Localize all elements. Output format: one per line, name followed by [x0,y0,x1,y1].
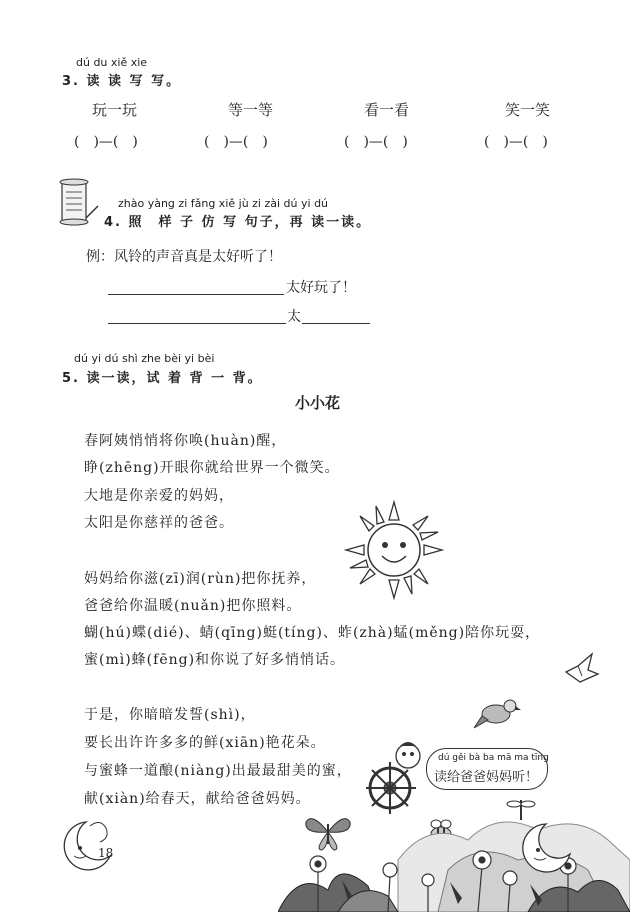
poem-line: 爸爸给你温暖(nuǎn)把你照料。 [84,598,302,614]
q4-line2-blank-a[interactable] [108,322,286,324]
bird-icon [562,652,602,688]
q4-line1-suffix: 太好玩了！ [286,280,356,296]
page-number-badge-icon [60,818,124,874]
poem-line: 春阿姨悄悄将你唤(huàn)醒， [84,433,287,449]
poem-line: 献(xiàn)给春天，献给爸爸妈妈。 [84,791,311,807]
poem-line: 蜜(mì)蜂(fēng)和你说了好多悄悄话。 [84,652,346,668]
poem-line: 大地是你亲爱的妈妈， [84,488,234,504]
q4-example: 例：风铃的声音真是太好听了！ [86,249,282,265]
flower-garden-illustration [278,800,630,912]
q3-blank-4[interactable]: ( )—( ) [484,134,548,150]
page-number: 18 [98,846,114,860]
q4-line2-mid: 太 [287,309,301,325]
q4-line1-blank[interactable] [108,293,284,295]
q3-label: 3. 读 读 写 写。 [62,74,182,89]
poem-line: 睁(zhēng)开眼你就给世界一个微笑。 [84,460,340,476]
poem-line: 蝴(hú)蝶(dié)、蜻(qīng)蜓(tíng)、蚱(zhà)蜢(měng)陪你玩耍， [84,625,541,641]
poem-line: 妈妈给你滋(zī)润(rùn)把你抚养， [84,571,317,587]
q3-blank-3[interactable]: ( )—( ) [344,134,408,150]
q3-word-1: 玩一玩 [92,101,138,119]
poem-title: 小小花 [295,394,341,412]
q4-label: 4. 照 样 子 仿 写 句子，再 读一读。 [104,215,372,230]
bubble-text: 读给爸爸妈妈听！ [434,770,539,785]
moon-character-icon [516,820,576,876]
q3-pinyin: dú du xiě xie [76,56,148,69]
q3-word-3: 看一看 [364,101,410,119]
q5-pinyin: dú yi dú shì zhe bèi yi bèi [74,352,215,365]
poem-line: 与蜜蜂一道酿(niàng)出最最甜美的蜜， [84,763,352,779]
bubble-pinyin: dú gěi bà ba mā ma tīng [438,753,549,763]
q3-word-4: 笑一笑 [505,101,551,119]
q3-word-2: 等一等 [228,101,274,119]
q3-blank-1[interactable]: ( )—( ) [74,134,138,150]
poem-line: 要长出许许多多的鲜(xiān)艳花朵。 [84,735,326,751]
poem-line: 太阳是你慈祥的爸爸。 [84,515,234,531]
q4-pinyin: zhào yàng zi fǎng xiě jù zi zài dú yi dú [118,197,329,210]
scroll-icon [56,178,100,228]
parrot-icon [474,694,524,734]
q4-line2-blank-b[interactable] [302,322,370,324]
q5-label: 5. 读一读，试 着 背 一 背。 [62,371,263,386]
sun-icon [344,500,444,600]
poem-line: 于是，你暗暗发誓(shì)， [84,707,256,723]
q3-blank-2[interactable]: ( )—( ) [204,134,268,150]
